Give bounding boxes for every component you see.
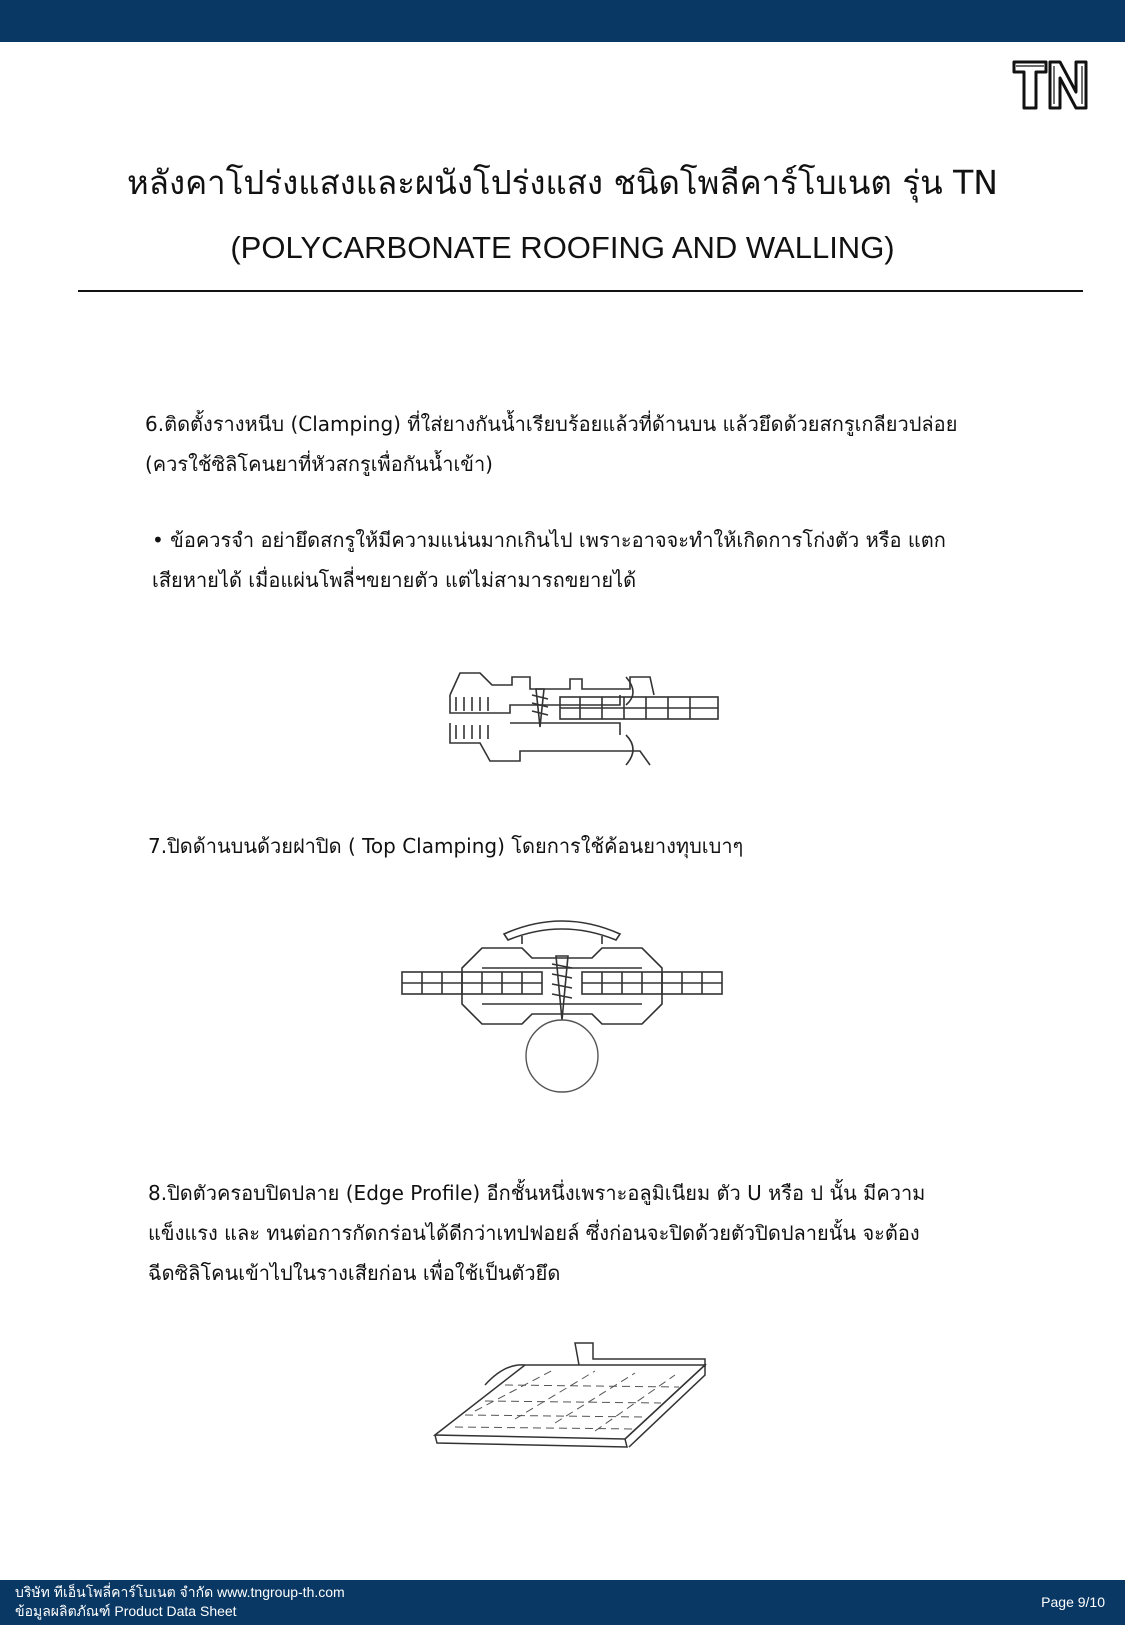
footer-sheet-type: ข้อมูลผลิตภัณฑ์ Product Data Sheet: [15, 1603, 237, 1619]
top-header-bar: [0, 0, 1125, 42]
page-number: Page 9/10: [1041, 1594, 1105, 1610]
footer-bar: [0, 1580, 1125, 1625]
caution-note: • ข้อควรจำ อย่ายึดสกรูให้มีความแน่นมากเกินไป เพราะอาจจะทำให้เกิดการโก่งตัว หรือ แตก เสียหายได้ เมื่อแผ่นโพลี่ฯขยายตัว แต่ไม่สามารถขยายได้: [152, 528, 946, 592]
page-title-english: (POLYCARBONATE ROOFING AND WALLING): [230, 230, 895, 265]
page-title-thai: หลังคาโปร่งแสงและผนังโปร่งแสง ชนิดโพลีคาร์โบเนต รุ่น TN: [127, 163, 998, 202]
clamping-rail-diagram: [440, 665, 730, 775]
step-7-text: 7.ปิดด้านบนด้วยฝาปิด ( Top Clamping) โดยการใช้ค้อนยางทุบเบาๆ: [148, 834, 744, 858]
step-6-text: 6.ติดตั้งรางหนีบ (Clamping) ที่ใส่ยางกันน้ำเรียบร้อยแล้วที่ด้านบน แล้วยึดด้วยสกรูเกลียวปล่อย (ควรใช้ซิลิโคนยาที่หัวสกรูเพื่อกันน้ำเข้า): [145, 412, 958, 476]
edge-profile-diagram: [425, 1335, 720, 1485]
step-8-text: 8.ปิดตัวครอบปิดปลาย (Edge Profile) อีกชั้นหนึ่งเพราะอลูมิเนียม ตัว U หรือ ป นั้น มีความ แข็งแรง และ ทนต่อการกัดกร่อนได้ดีกว่าเทปฟอยล์ ซึ่งก่อนจะปิดด้วยตัวปิดปลายนั้น จะต้อง ฉีดซิลิโคนเข้าไปในรางเสียก่อน เพื่อใช้เป็นตัวยึด: [148, 1181, 926, 1285]
top-clamping-diagram: [392, 908, 732, 1098]
footer-company: บริษัท ทีเอ็นโพลี่คาร์โบเนต จำกัด www.tngroup-th.com: [15, 1584, 345, 1600]
tn-logo: [1010, 58, 1090, 112]
title-divider: [78, 290, 1083, 292]
